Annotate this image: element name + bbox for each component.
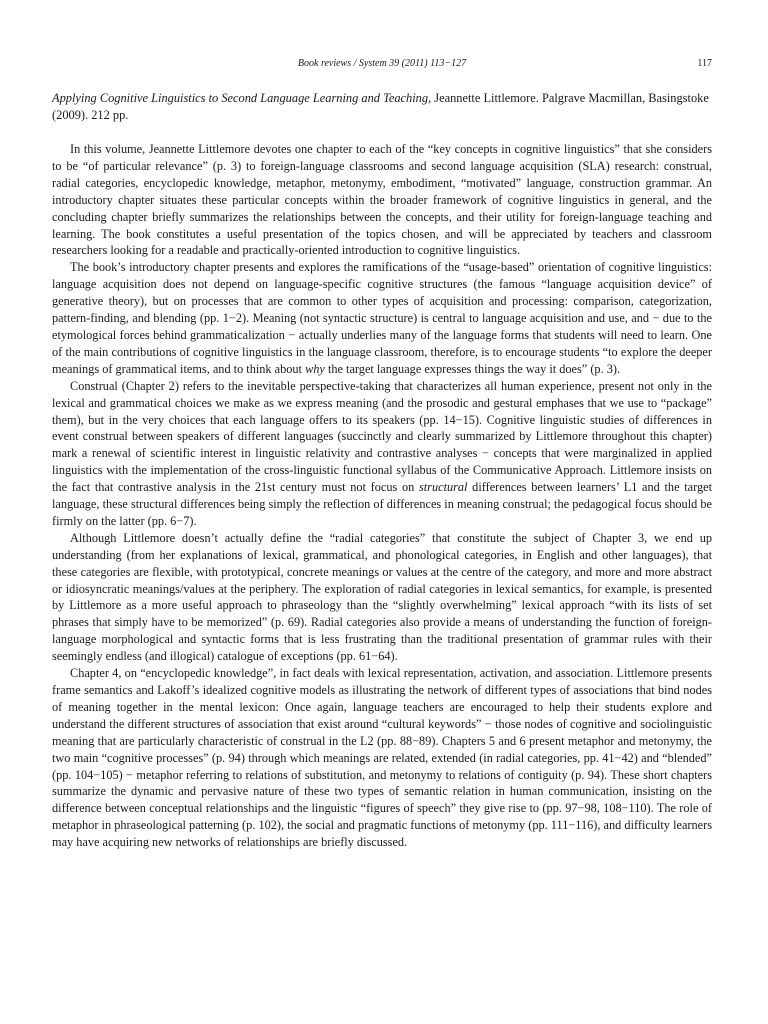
paragraph-3	[52, 378, 712, 530]
page-number: 117	[697, 58, 712, 69]
paragraph-5	[52, 665, 712, 851]
review-body	[52, 141, 712, 851]
journal-running-title: Book reviews / System 39 (2011) 113−127	[297, 58, 467, 69]
book-title: Applying Cognitive Linguistics to Second Language Learning and Teaching	[52, 91, 429, 105]
book-details: , Jeannette Littlemore. Palgrave Macmillan, Basingstoke (2009). 212 pp.	[52, 91, 709, 122]
running-head	[52, 58, 712, 74]
paragraph-1-text: In this volume, Jeannette Littlemore devotes one chapter to each of the “key concepts in cognitive linguistics” that she considers to be “of particular relevance” (p. 3) to foreign-language classrooms and second language acquisition (SLA) research: construal, radial categories, encyclopedic knowledge, metaphor, metonymy, embodiment, “motivated” language, construction grammar. An introductory chapter situates these particular concepts within the broader framework of cognitive linguistics in general, and the concluding chapter briefly summarizes the relationships between the concepts, and their utility for foreign-language teaching and learning. The book constitutes a useful presentation of the topics chosen, and will be appreciated by teachers and classroom researchers looking for a readable and practically-oriented introduction to cognitive linguistics.	[52, 142, 712, 258]
book-citation	[52, 90, 712, 124]
paragraph-4-text: Although Littlemore doesn’t actually define the “radial categories” that constitute the subject of Chapter 3, we end up understanding (from her explanations of lexical, grammatical, and phonological categories, in English and other languages), that these categories are flexible, with prototypical, concrete meanings or values at the centre of the category, and more and more abstract or idiosyncratic meanings/values at the periphery. The exploration of radial categories in lexical semantics, for example, is presented by Littlemore as a more useful approach to phraseology than the “slightly overwhelming” lexical approach “with its lists of set phrases that simply have to be memorized” (p. 69). Radial categories also provide a means of understanding the function of foreign-language morphological and syntactic forms that is less frustrating than the traditional presentation of grammar rules with their seemingly endless (and illogical) catalogue of exceptions (pp. 61−64).	[52, 530, 712, 664]
paragraph-5-text: Chapter 4, on “encyclopedic knowledge”, in fact deals with lexical representation, activation, and association. Littlemore presents frame semantics and Lakoff’s idealized cognitive models as illustrating the network of different types of associations that bind nodes of meaning together in the mental lexicon: Once again, language teachers are encouraged to help their students explore and understand the different structures of association that exist around “cultural keywords” − those nodes of cognitive and sociolinguistic meaning that are particularly characteristic of construal in the L2 (pp. 88−89). Chapters 5 and 6 present metaphor and metonymy, the two main “cognitive processes” (p. 94) through which meanings are related, extended (in radial categories, pp. 41−42) and “blended” (pp. 104−105) − metaphor referring to relations of substitution, and metonymy to relations of contiguity (p. 94). These short chapters summarize the dynamic and pervasive nature of these two types of semantic relation in human communication, insisting on the difference between conceptual relationships and the linguistic “figures of speech” they give rise to (pp. 97−98, 108−110). The role of metaphor in phraseological patterning (p. 102), the social and pragmatic functions of metonymy (pp. 111−116), and difficulty learners may have acquiring new networks of relationships are briefly discussed.	[52, 666, 712, 850]
paragraph-2-emphasis: why	[305, 361, 325, 376]
paragraph-3-emphasis: structural	[418, 480, 468, 495]
paragraph-3-text-b: differences between learners’ L1 and the target language, these structural differences being simply the reflection of differences in meaning construal; the pedagogical focus should be firmly on the latter (pp. 6−7).	[52, 480, 712, 528]
paragraph-2-text-b: the target language expresses things the way it does” (p. 3).	[324, 361, 621, 376]
paragraph-3-text-a: Construal (Chapter 2) refers to the inevitable perspective-taking that characterizes all human experience, present not only in the lexical and grammatical choices we make as we express meaning (and the prosodic and gestural emphases that we use to “package” them), but in the very choices that each language offers to its speakers (pp. 14−15). Cognitive linguistic studies of differences in event construal between speakers of different languages (succinctly and clearly summarized by Littlemore throughout this chapter) mark a renewal of scientific interest in linguistic relativity and contrastive analyses − concepts that were marginalized in applied linguistics with the implementation of the cross-linguistic functional syllabus of the Communicative Approach. Littlemore insists on the fact that contrastive analysis in the 21st century must not focus on	[52, 378, 712, 495]
paragraph-2	[52, 259, 712, 377]
paragraph-1	[52, 141, 712, 259]
paragraph-4	[52, 530, 712, 665]
paragraph-2-text-a: The book’s introductory chapter presents and explores the ramifications of the “usage-based” orientation of cognitive linguistics: language acquisition does not depend on language-specific cognitive structures (the famous “language acquisition device” of generative theory), but on processes that are common to other types of acquisition and processing: comparison, categorization, pattern-finding, and blending (pp. 1−2). Meaning (not syntactic structure) is central to language acquisition and use, and − due to the etymological forces behind grammaticalization − actually underlies many of the language forms that students will need to learn. One of the main contributions of cognitive linguistics in the language classroom, therefore, is to encourage students “to explore the deeper meanings of grammatical items, and to think about	[52, 260, 712, 376]
